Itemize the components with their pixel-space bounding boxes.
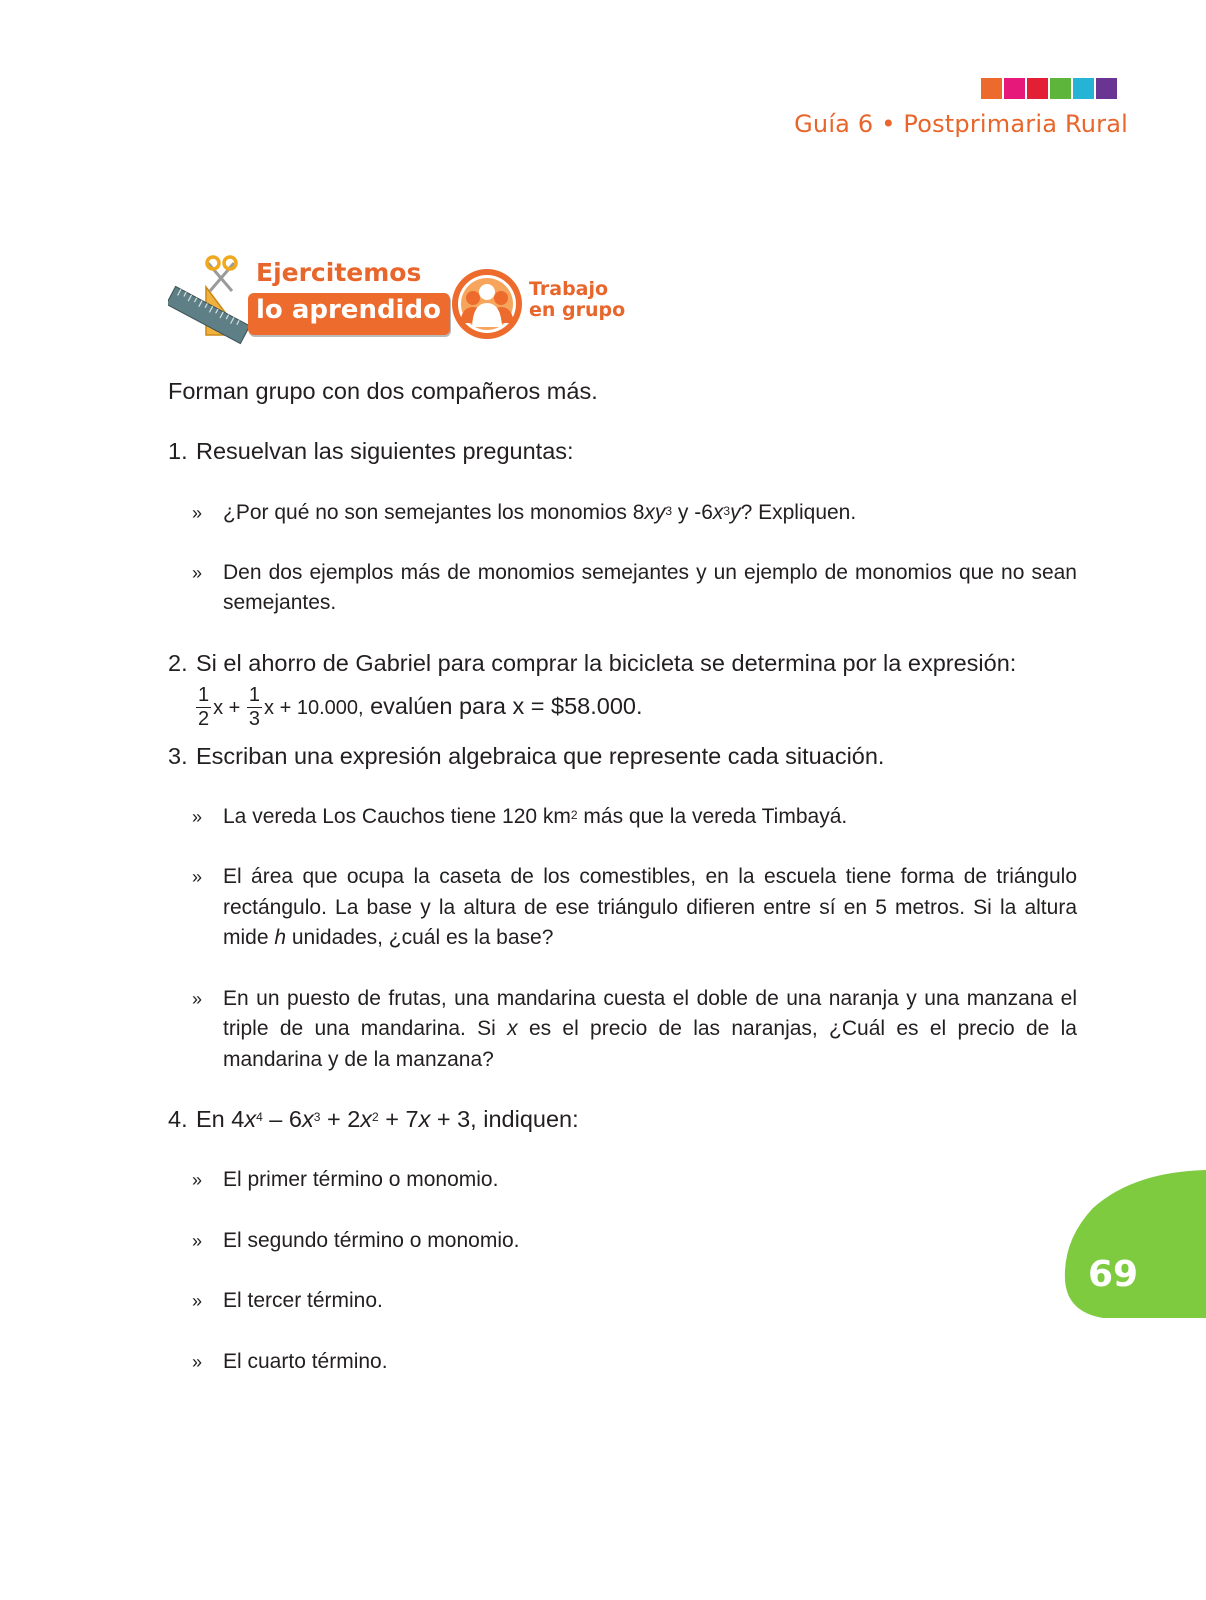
page-number-blob (1063, 1170, 1206, 1318)
q1-bullet-1-var1: xy (644, 501, 666, 524)
q1-bullet-1-a: ¿Por qué no son semejantes los monomios 8 (223, 501, 645, 524)
question-4-t4: + 7 (378, 1106, 419, 1132)
group-work-label-line1: Trabajo (529, 278, 609, 300)
question-4-exp2: 3 (313, 1110, 321, 1124)
q3-bullet-2-a: El área que ocupa la caseta de los comestibles, en la escuela tiene forma de triángulo rectángulo. La base y la altura de ese triángulo difieren entre sí en 5 metros. Si la altura mide (223, 865, 1077, 949)
bullet-mark: » (192, 1351, 203, 1372)
question-4-var2: x (301, 1106, 314, 1132)
question-1-text: Resuelvan las siguientes preguntas: (196, 438, 574, 464)
q4-bullet-4 (168, 1347, 1077, 1378)
section-badge (168, 255, 638, 345)
q3-bullet-3-b: es el precio de las naranjas, ¿Cuál es el precio de la mandarina y de la manzana? (223, 1017, 1077, 1071)
square-purple (1096, 78, 1117, 99)
question-4 (168, 1104, 1077, 1135)
question-2-number: 2. (168, 649, 188, 676)
group-work-icon (450, 267, 524, 341)
question-2 (168, 648, 1077, 679)
question-4-number: 4. (168, 1106, 188, 1132)
question-4-exp1: 4 (256, 1110, 263, 1124)
badge-title-line1: Ejercitemos (256, 258, 422, 287)
bullet-mark: » (192, 562, 203, 583)
q1-bullet-2-text: Den dos ejemplos más de monomios semejantes y un ejemplo de monomios que no sean semejantes. (223, 560, 1077, 614)
group-work-label (529, 279, 625, 321)
q3-bullet-1-b: más que la vereda Timbayá. (577, 804, 848, 828)
exercise-content (168, 376, 1077, 1377)
fraction-2 (247, 684, 262, 731)
fraction-1-denominator: 2 (198, 707, 210, 730)
q1-bullet-1-var3: y (730, 501, 741, 524)
q4-bullet-2 (168, 1226, 1077, 1257)
question-3-text: Escriban una expresión algebraica que represente cada situación. (196, 742, 885, 769)
q4-bullet-3 (168, 1286, 1077, 1317)
intro-text: Forman grupo con dos compañeros más. (168, 378, 598, 404)
q1-bullet-2 (168, 558, 1077, 619)
bullet-mark: » (192, 867, 203, 887)
group-work-label-line2: en grupo (529, 299, 626, 321)
q3-bullet-1-a: La vereda Los Cauchos tiene 120 km (223, 804, 571, 828)
badge-title-line2: lo aprendido (256, 295, 441, 325)
square-magenta (1004, 78, 1025, 99)
q3-bullet-3-var: x (507, 1017, 518, 1040)
question-2-text: Si el ahorro de Gabriel para comprar la bicicleta se determina por la expresión: (196, 649, 1017, 676)
q3-bullet-3 (168, 984, 1077, 1076)
square-red (1027, 78, 1048, 99)
q3-bullet-1-exp: 2 (570, 807, 578, 822)
q1-bullet-1-exp1: 3 (665, 504, 673, 518)
color-squares (981, 78, 1117, 99)
question-4-var3: x (360, 1106, 373, 1132)
fraction-1 (196, 684, 211, 731)
q3-bullet-1 (168, 802, 1077, 833)
q1-bullet-1-b: y -6 (672, 501, 713, 524)
square-green (1050, 78, 1071, 99)
question-4-t3: + 2 (320, 1106, 361, 1132)
bullet-mark: » (192, 503, 203, 523)
q1-bullet-1-var2: x (712, 501, 724, 524)
question-1-number: 1. (168, 438, 188, 464)
q1-bullet-1-exp2: 3 (723, 504, 731, 518)
question-4-t2: – 6 (262, 1106, 302, 1132)
bullet-mark: » (192, 988, 203, 1009)
header-title: Guía 6 • Postprimaria Rural (794, 110, 1128, 138)
question-4-var4: x (418, 1106, 431, 1132)
square-cyan (1073, 78, 1094, 99)
question-4-var1: x (244, 1106, 257, 1132)
question-4-t1: En 4 (196, 1106, 245, 1132)
expression-term-2: x + 10.000, (264, 696, 364, 719)
expression-term-1: x + (213, 696, 241, 719)
question-1 (168, 436, 1077, 467)
q4-bullet-1 (168, 1165, 1077, 1196)
square-orange (981, 78, 1002, 99)
fraction-2-numerator: 1 (248, 683, 261, 706)
q4-bullet-3-text: El tercer término. (223, 1289, 383, 1312)
question-2-tail: evalúen para x = $58.000. (370, 692, 643, 719)
question-3 (168, 741, 1077, 772)
question-3-number: 3. (168, 742, 188, 769)
ruler-scissors-icon (168, 255, 248, 345)
bullet-mark: » (192, 806, 203, 827)
q3-bullet-2-var: h (274, 926, 287, 949)
bullet-mark: » (192, 1291, 203, 1311)
q4-bullet-1-text: El primer término o monomio. (223, 1168, 499, 1191)
q3-bullet-3-a: En un puesto de frutas, una mandarina cuesta el doble de una naranja y una manzana el triple de una mandarina. Si (223, 986, 1077, 1040)
q4-bullet-4-text: El cuarto término. (223, 1349, 388, 1373)
question-4-exp3: 2 (372, 1110, 379, 1124)
fraction-2-denominator: 3 (248, 707, 261, 730)
page-number: 69 (1088, 1254, 1139, 1295)
q1-bullet-1-c: ? Expliquen. (740, 501, 857, 524)
question-2-expression (168, 681, 1077, 733)
q3-bullet-2-b: unidades, ¿cuál es la base? (286, 926, 554, 949)
bullet-mark: » (192, 1170, 203, 1190)
fraction-1-numerator: 1 (198, 683, 210, 706)
q4-bullet-2-text: El segundo término o monomio. (223, 1228, 520, 1252)
q3-bullet-2 (168, 862, 1077, 954)
question-4-t5: + 3, indiquen: (430, 1106, 579, 1132)
bullet-mark: » (192, 1230, 203, 1251)
q1-bullet-1 (168, 498, 1077, 529)
